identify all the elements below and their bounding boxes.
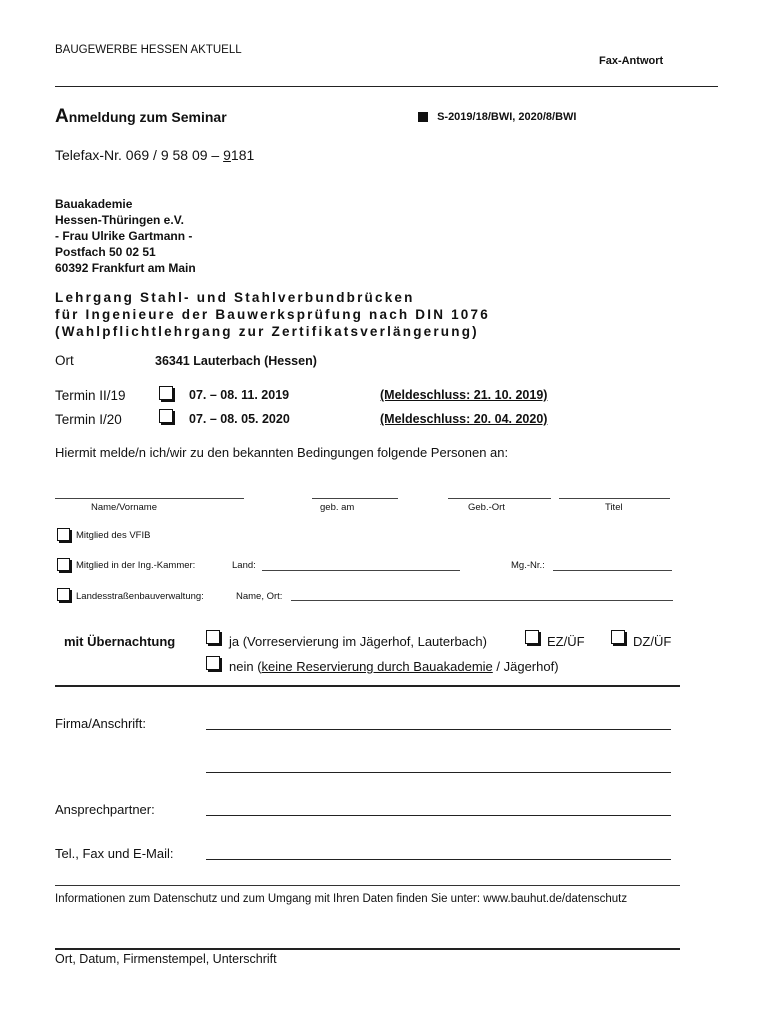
double-room-checkbox[interactable]: [611, 630, 625, 644]
academic-title-label: Titel: [605, 502, 623, 513]
overnight-no-label: nein (keine Reservierung durch Bauakademie / Jägerhof): [229, 659, 559, 674]
chamber-member-label: Mitglied in der Ing.-Kammer:: [76, 560, 196, 571]
location-label: Ort: [55, 353, 74, 368]
signature-line[interactable]: [55, 948, 680, 950]
registration-title: Anmeldung zum Seminar: [55, 106, 227, 127]
birthdate-field-label: geb. am: [320, 502, 355, 513]
registration-intro: Hiermit melde/n ich/wir zu den bekannten Bedingungen folgende Personen an:: [55, 445, 509, 460]
name-place-field-line[interactable]: [291, 600, 673, 601]
member-number-label: Mg.-Nr.:: [511, 560, 545, 571]
privacy-notice: Informationen zum Datenschutz und zum Umgang mit Ihren Daten finden Sie unter: www.bauhut.de/datenschutz: [55, 893, 628, 905]
date-range-2: 07. – 08. 05. 2020: [189, 412, 290, 426]
contact-person-line[interactable]: [206, 815, 671, 816]
date-checkbox-2[interactable]: [159, 409, 173, 423]
contact-details-line[interactable]: [206, 859, 671, 860]
title-field-line[interactable]: [559, 498, 670, 499]
overnight-yes-checkbox[interactable]: [206, 630, 220, 644]
overnight-divider: [55, 685, 680, 687]
name-field-line[interactable]: [55, 498, 244, 499]
company-address-line-1[interactable]: [206, 729, 671, 730]
road-admin-label: Landesstraßenbauverwaltung:: [76, 591, 204, 602]
double-room-label: DZ/ÜF: [633, 634, 672, 649]
date-label-1: Termin II/19: [55, 388, 126, 403]
chamber-member-checkbox[interactable]: [57, 558, 70, 571]
land-field-line[interactable]: [262, 570, 460, 571]
date-range-1: 07. – 08. 11. 2019: [189, 388, 290, 402]
signature-label: Ort, Datum, Firmenstempel, Unterschrift: [55, 952, 277, 966]
deadline-2: (Meldeschluss: 20. 04. 2020): [380, 412, 548, 426]
fax-answer-label: Fax-Antwort: [599, 55, 664, 67]
header-divider: [55, 86, 718, 87]
date-label-2: Termin I/20: [55, 412, 122, 427]
course-title: Lehrgang Stahl- und Stahlverbundbrücken für Ingenieure der Bauwerksprüfung nach DIN 1076 (Wahlpflichtlehrgang zur Zertifikatsverlängerung): [55, 290, 490, 339]
contact-details-label: Tel., Fax und E-Mail:: [55, 846, 174, 861]
seminar-codes: S-2019/18/BWI, 2020/8/BWI: [418, 111, 576, 123]
recipient-address: [55, 196, 196, 276]
single-room-checkbox[interactable]: [525, 630, 539, 644]
deadline-1: (Meldeschluss: 21. 10. 2019): [380, 388, 548, 402]
name-field-label: Name/Vorname: [91, 502, 158, 513]
address-line: - Frau Ulrike Gartmann -: [55, 229, 193, 243]
company-address-label: Firma/Anschrift:: [55, 716, 147, 731]
address-line: 60392 Frankfurt am Main: [55, 261, 196, 275]
member-number-field-line[interactable]: [553, 570, 672, 571]
name-place-label: Name, Ort:: [236, 591, 283, 602]
address-line: Bauakademie: [55, 197, 133, 211]
fax-number: Telefax-Nr. 069 / 9 58 09 – 9181: [55, 147, 255, 163]
vfib-member-label: Mitglied des VFIB: [76, 530, 151, 541]
address-line: Hessen-Thüringen e.V.: [55, 213, 184, 227]
birthdate-field-line[interactable]: [312, 498, 398, 499]
single-room-label: EZ/ÜF: [547, 634, 585, 649]
vfib-member-checkbox[interactable]: [57, 528, 70, 541]
contact-person-label: Ansprechpartner:: [55, 802, 155, 817]
land-label: Land:: [232, 560, 256, 571]
birthplace-field-label: Geb.-Ort: [468, 502, 505, 513]
road-admin-checkbox[interactable]: [57, 588, 70, 601]
birthplace-field-line[interactable]: [448, 498, 551, 499]
overnight-label: mit Übernachtung: [64, 634, 176, 649]
overnight-no-checkbox[interactable]: [206, 656, 220, 670]
overnight-yes-label: ja (Vorreservierung im Jägerhof, Lauterbach): [229, 634, 487, 649]
company-address-line-2[interactable]: [206, 772, 671, 773]
publisher-name: BAUGEWERBE HESSEN AKTUELL: [55, 44, 242, 56]
address-line: Postfach 50 02 51: [55, 245, 156, 259]
company-divider: [55, 885, 680, 886]
date-checkbox-1[interactable]: [159, 386, 173, 400]
seminar-bullet-icon: [418, 112, 428, 122]
location-value: 36341 Lauterbach (Hessen): [155, 354, 317, 368]
